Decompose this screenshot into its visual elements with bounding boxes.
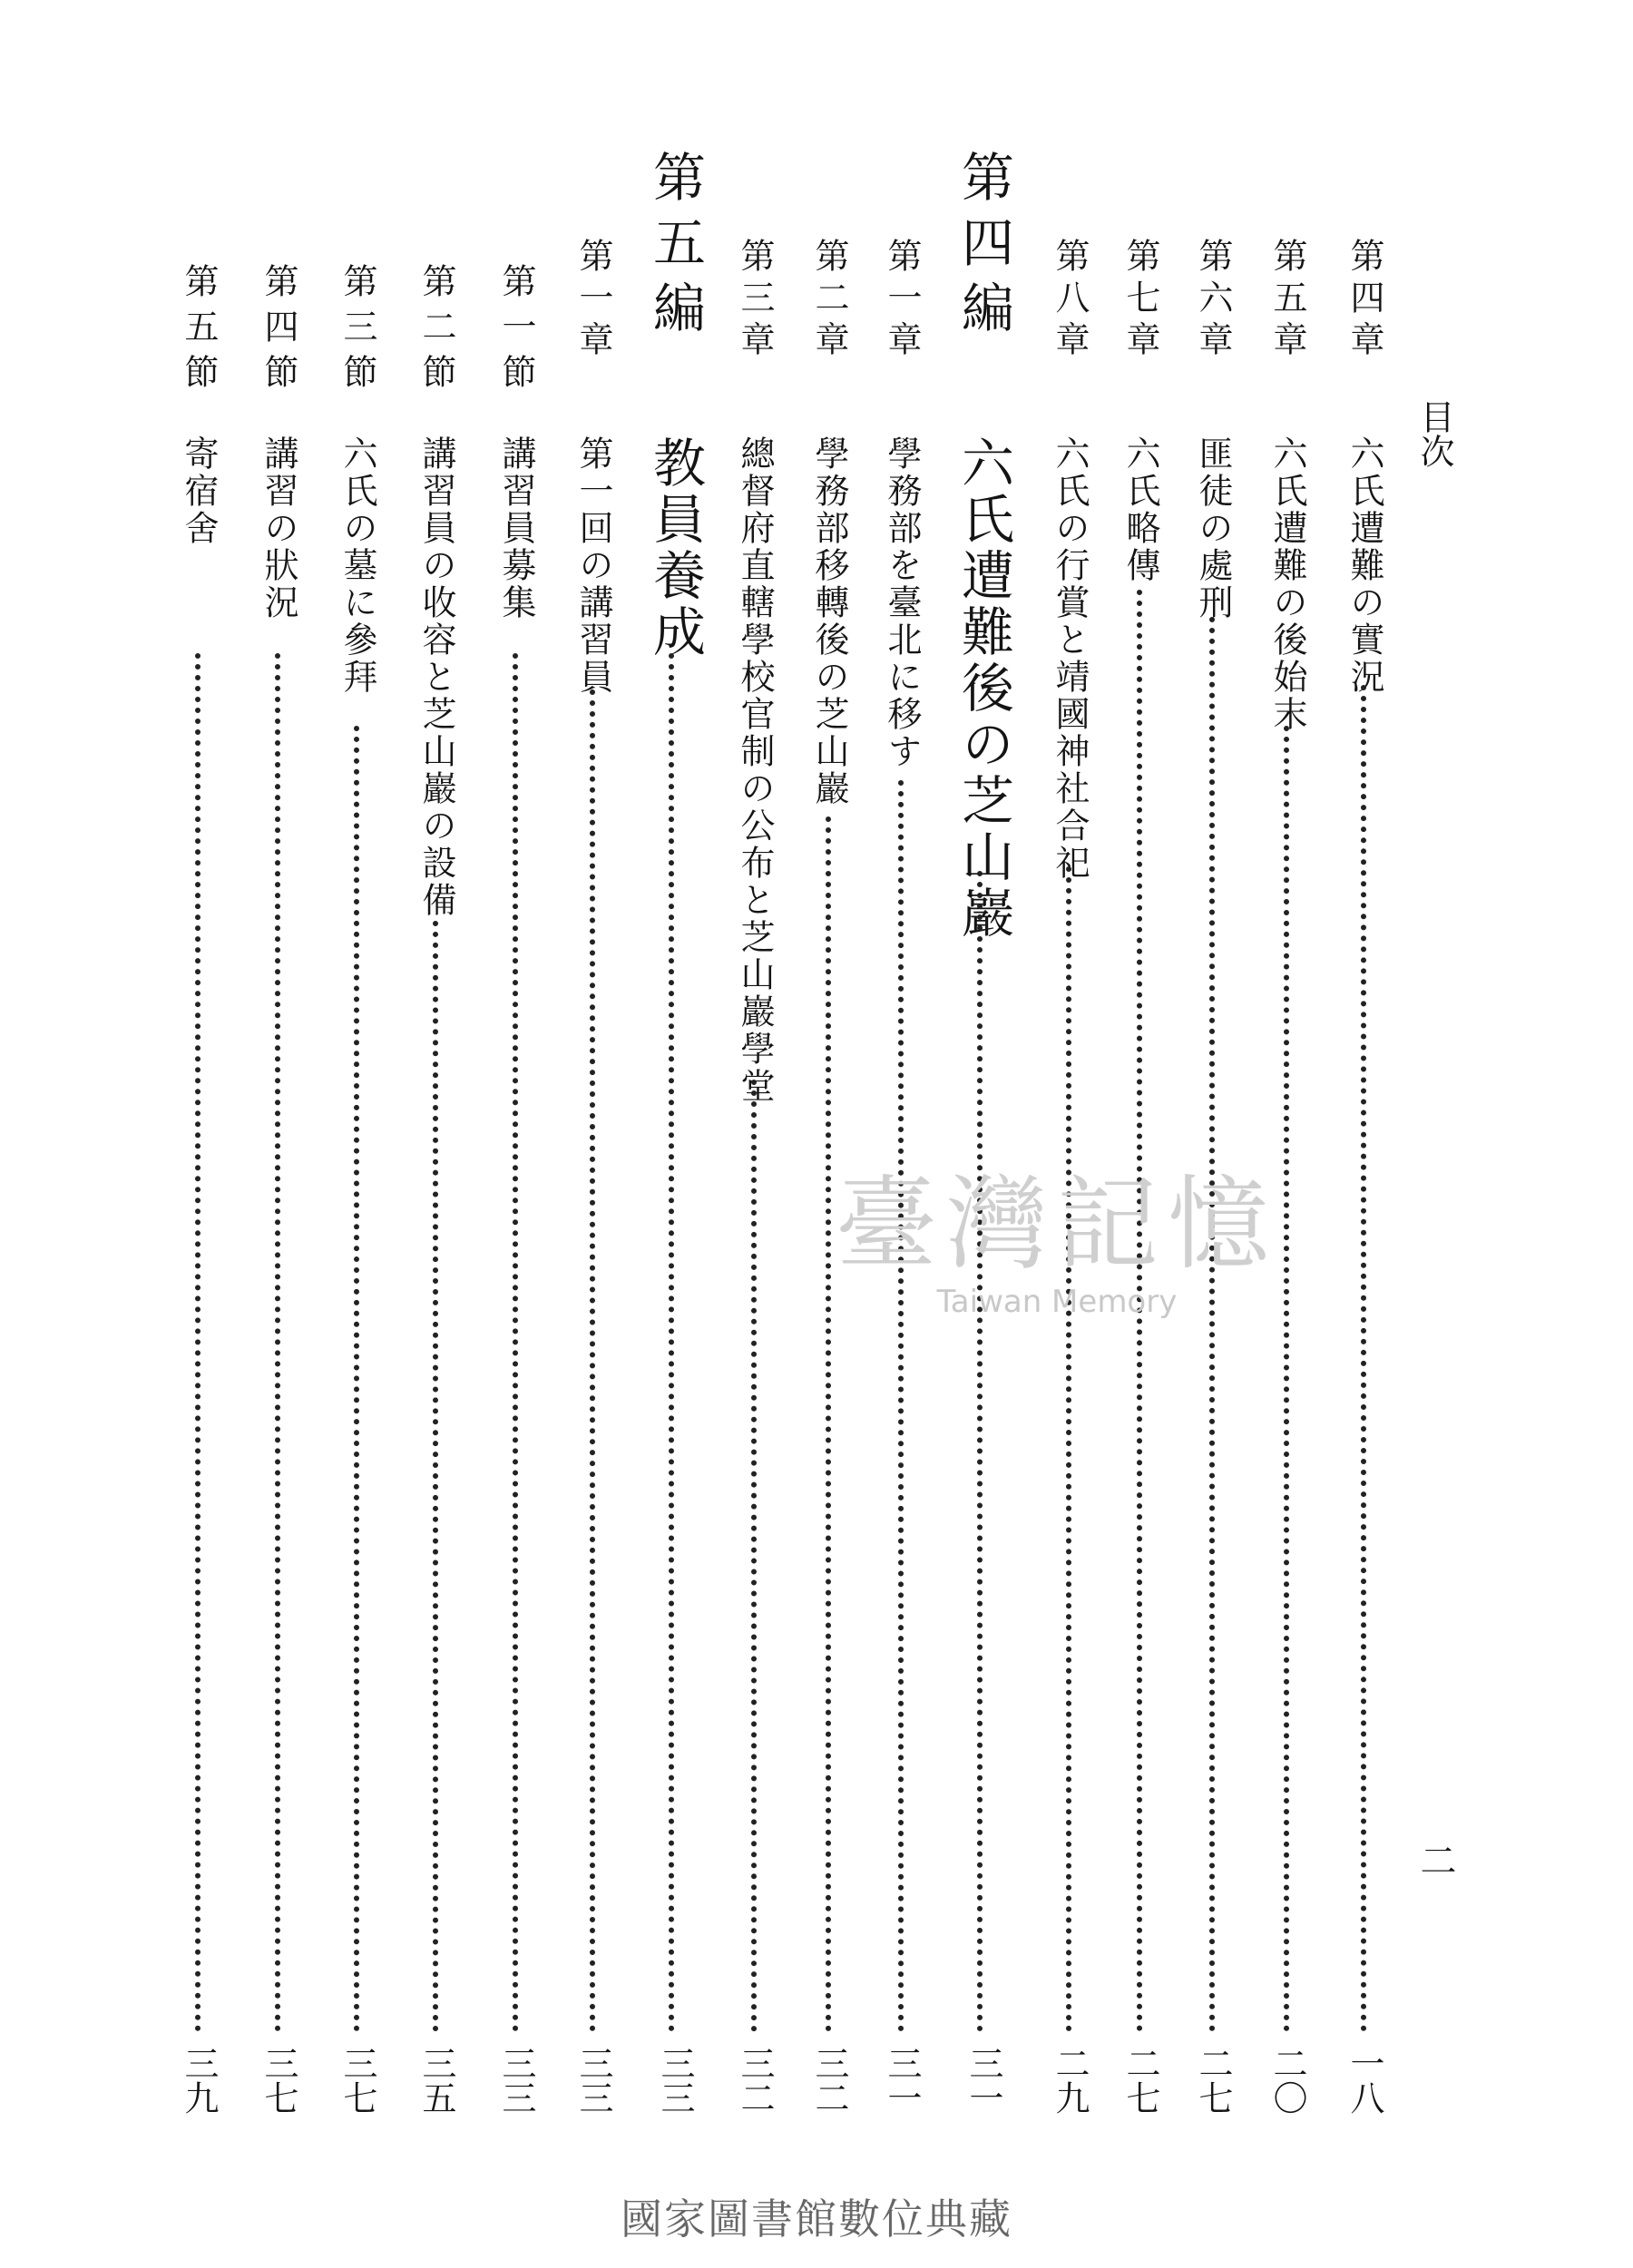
leader-dots: [275, 653, 280, 2032]
page-ref: 二〇: [1267, 2046, 1307, 2115]
part-title[interactable]: 六氏遭難後の芝山巖: [953, 435, 1014, 942]
page-ref: 二七: [1193, 2046, 1233, 2115]
page-header-title: 目次: [1414, 399, 1454, 468]
leader-dots: [195, 653, 200, 2032]
leader-dots: [669, 653, 674, 2032]
page-ref: 二九: [1050, 2046, 1090, 2115]
chapter-title[interactable]: 學務部移轉後の芝山巖: [809, 435, 849, 807]
leader-dots: [751, 1080, 757, 2032]
section-title[interactable]: 講習の狀況: [259, 435, 298, 621]
section-title[interactable]: 講習員の收容と芝山巖の設備: [416, 435, 456, 919]
section-label: 第五節: [179, 263, 219, 399]
chapter-title[interactable]: 六氏略傳: [1120, 435, 1160, 584]
leader-dots: [977, 871, 983, 2032]
chapter-title[interactable]: 六氏の行賞と靖國神社合祀: [1050, 435, 1090, 882]
taiwan-memory-watermark: [821, 1143, 1293, 1320]
section-label: 第一節: [496, 263, 536, 399]
chapter-title[interactable]: 六氏遭難の後始末: [1267, 435, 1307, 733]
page-ref: 三一: [963, 2046, 1003, 2115]
chapter-title[interactable]: 第一回の講習員: [573, 435, 613, 696]
page-ref: 三一: [882, 2046, 922, 2115]
chapter-label: 第一章: [573, 238, 613, 363]
page-ref: 三七: [259, 2046, 298, 2115]
chapter-title[interactable]: 總督府直轄學校官制の公布と芝山巖學堂: [735, 435, 775, 1105]
chapter-title[interactable]: 六氏遭難の實況: [1345, 435, 1384, 696]
page-ref: 三九: [179, 2046, 219, 2115]
section-title[interactable]: 講習員募集: [496, 435, 536, 621]
section-label: 第二節: [416, 263, 456, 399]
leader-dots: [1066, 866, 1071, 2032]
part-label: 第四編: [953, 150, 1014, 346]
section-label: 第三節: [337, 263, 377, 399]
chapter-label: 第七章: [1120, 238, 1160, 363]
leader-dots: [433, 921, 438, 2032]
page-ref: 三二: [735, 2046, 775, 2115]
chapter-label: 第二章: [809, 238, 849, 363]
chapter-label: 第六章: [1193, 238, 1233, 363]
watermark-subtitle: Taiwan Memory: [936, 1284, 1178, 1320]
chapter-label: 第一章: [882, 238, 922, 363]
leader-dots: [354, 726, 359, 2032]
chapter-label: 第八章: [1050, 238, 1090, 363]
leader-dots: [590, 689, 595, 2032]
leader-dots: [1361, 685, 1366, 2032]
chapter-title[interactable]: 匪徒の處刑: [1193, 435, 1233, 621]
leader-dots: [1284, 726, 1289, 2032]
page-ref: 三三: [655, 2046, 695, 2115]
leader-dots: [1209, 617, 1215, 2032]
part-label: 第五編: [644, 150, 706, 346]
watermark-name: 臺灣記憶: [836, 1166, 1278, 1284]
section-label: 第四節: [259, 263, 298, 399]
part-title[interactable]: 教員養成: [644, 435, 706, 660]
page-ref: 一八: [1345, 2046, 1384, 2115]
section-title[interactable]: 六氏の墓に參拜: [337, 435, 377, 696]
leader-dots: [1137, 590, 1142, 2032]
leader-dots: [898, 780, 904, 2032]
page-ref: 三二: [809, 2046, 849, 2115]
chapter-label: 第三章: [735, 238, 775, 363]
leader-dots: [513, 653, 518, 2032]
page-ref: 三五: [416, 2046, 456, 2115]
chapter-title[interactable]: 學務部を臺北に移す: [882, 435, 922, 770]
page-ref: 三七: [337, 2046, 377, 2115]
page-ref: 二七: [1120, 2046, 1160, 2115]
page-number: 二: [1414, 1842, 1456, 1878]
page-ref: 三三: [496, 2046, 536, 2115]
chapter-label: 第五章: [1267, 238, 1307, 363]
library-footer: 國家圖書館數位典藏: [621, 2195, 1012, 2244]
leader-dots: [826, 816, 831, 2032]
chapter-label: 第四章: [1345, 238, 1384, 363]
section-title[interactable]: 寄宿舍: [179, 435, 219, 547]
page-ref: 三三: [573, 2046, 613, 2115]
